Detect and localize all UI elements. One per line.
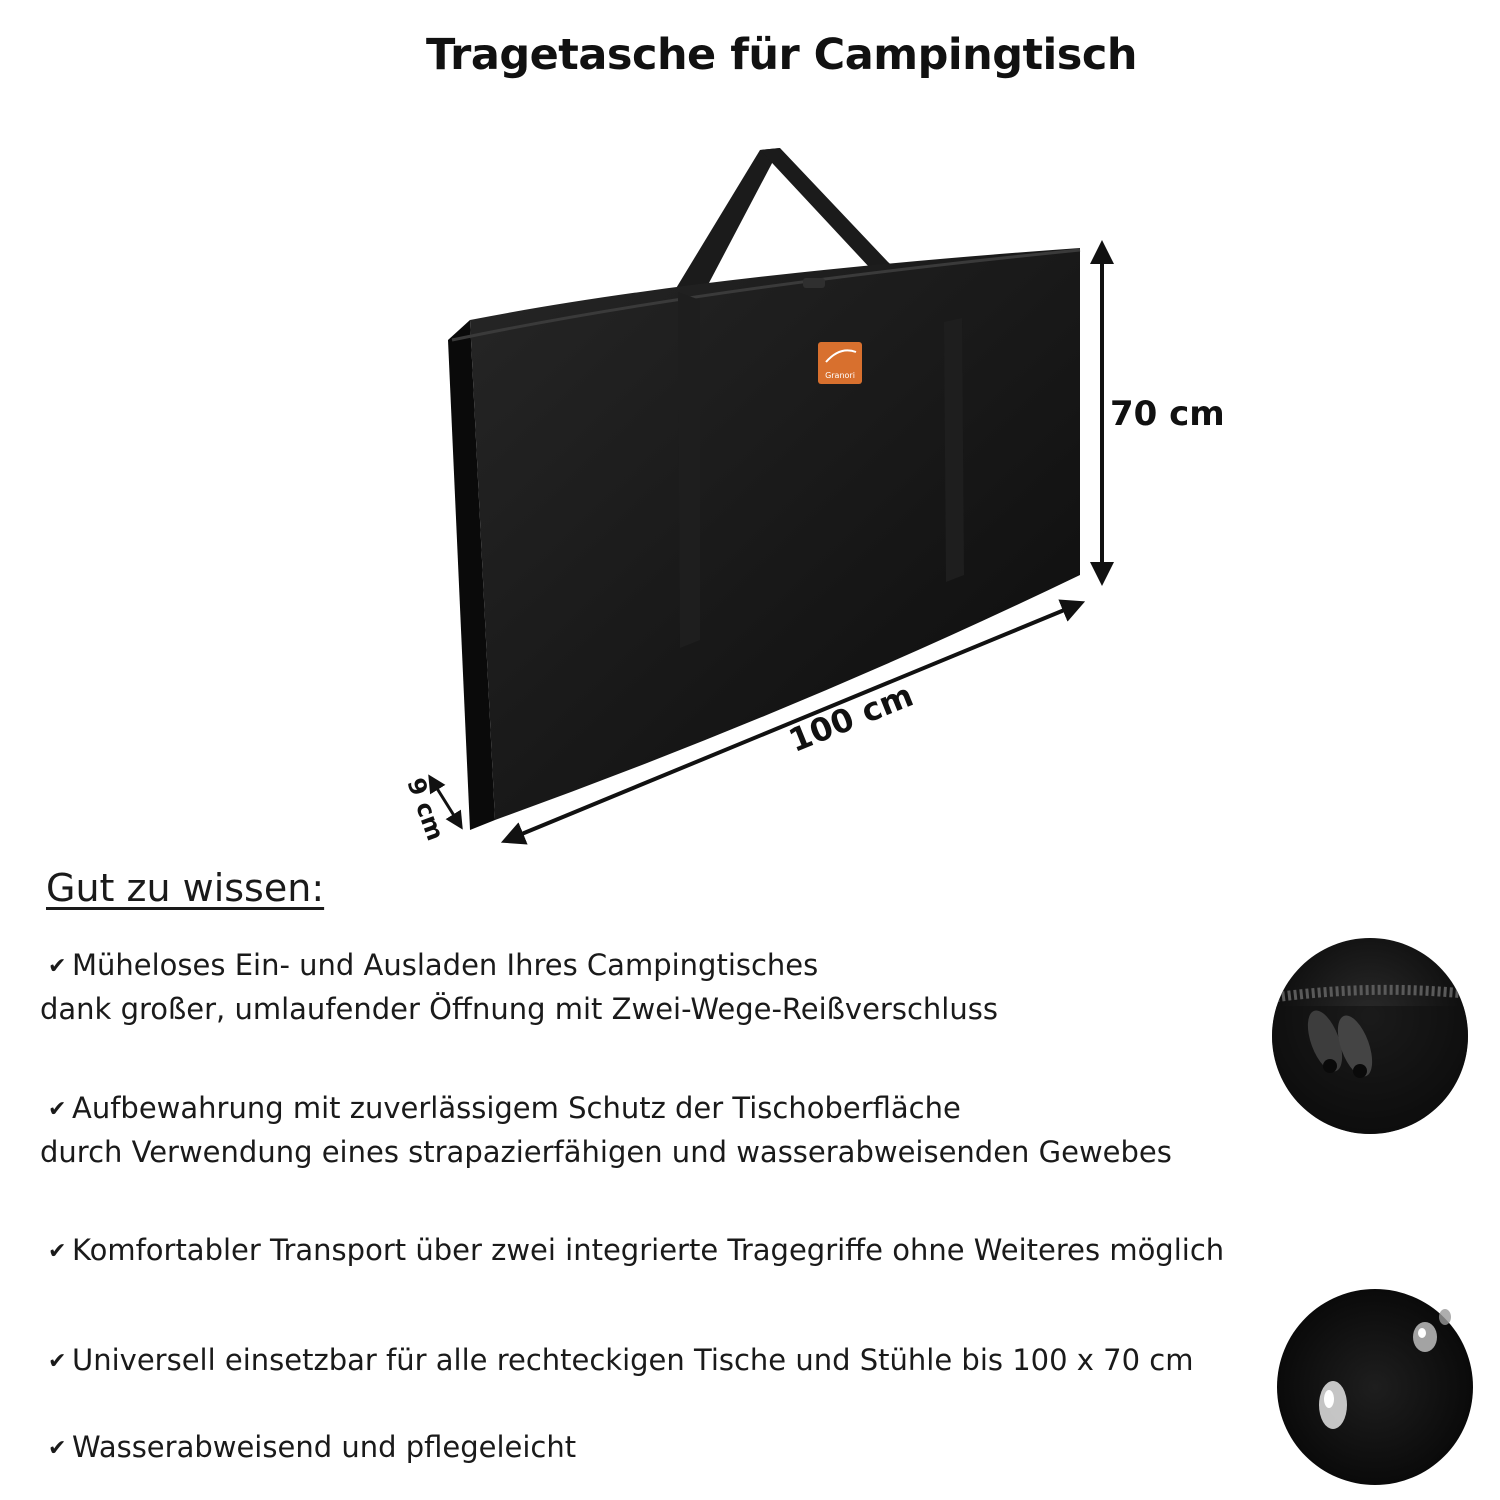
feature-text: Aufbewahrung mit zuverlässigem Schutz der Tischoberfläche — [72, 1091, 961, 1125]
check-icon: ✔ — [48, 1097, 67, 1122]
feature-text-cont: durch Verwendung eines strapazierfähigen und wasserabweisenden Gewebes — [40, 1135, 1172, 1169]
page-title: Tragetasche für Campingtisch — [426, 30, 1137, 80]
bag-strap-left — [678, 292, 700, 648]
feature-item-4 — [40, 1339, 1193, 1383]
depth-label: 9 cm — [401, 774, 450, 845]
check-icon: ✔ — [48, 1239, 67, 1264]
feature-item-3 — [40, 1229, 1224, 1273]
feature-item-2 — [40, 1087, 1172, 1174]
feature-item-5 — [40, 1426, 576, 1470]
info-heading: Gut zu wissen: — [46, 866, 325, 910]
zipper-pull-icon — [803, 278, 825, 288]
brand-logo-text: Granori — [825, 371, 855, 380]
carry-bag — [448, 148, 1080, 830]
width-label: 100 cm — [783, 675, 919, 760]
feature-item-1 — [40, 944, 998, 1031]
bag-front-panel — [470, 248, 1080, 820]
check-icon: ✔ — [48, 1436, 67, 1461]
feature-text: Wasserabweisend und pflegeleicht — [72, 1430, 577, 1464]
height-label: 70 cm — [1110, 394, 1225, 434]
feature-text: Müheloses Ein- und Ausladen Ihres Campingtisches — [72, 948, 819, 982]
check-icon: ✔ — [48, 1349, 67, 1374]
bag-strap-right — [944, 318, 964, 582]
water-drop-detail-icon — [1275, 1287, 1475, 1487]
feature-text: Komfortabler Transport über zwei integrierte Tragegriffe ohne Weiteres möglich — [72, 1233, 1225, 1267]
feature-text-cont: dank großer, umlaufender Öffnung mit Zwei-Wege-Reißverschluss — [40, 992, 998, 1026]
zipper-detail-icon — [1270, 936, 1470, 1136]
feature-text: Universell einsetzbar für alle rechteckigen Tische und Stühle bis 100 x 70 cm — [72, 1343, 1194, 1377]
check-icon: ✔ — [48, 954, 67, 979]
